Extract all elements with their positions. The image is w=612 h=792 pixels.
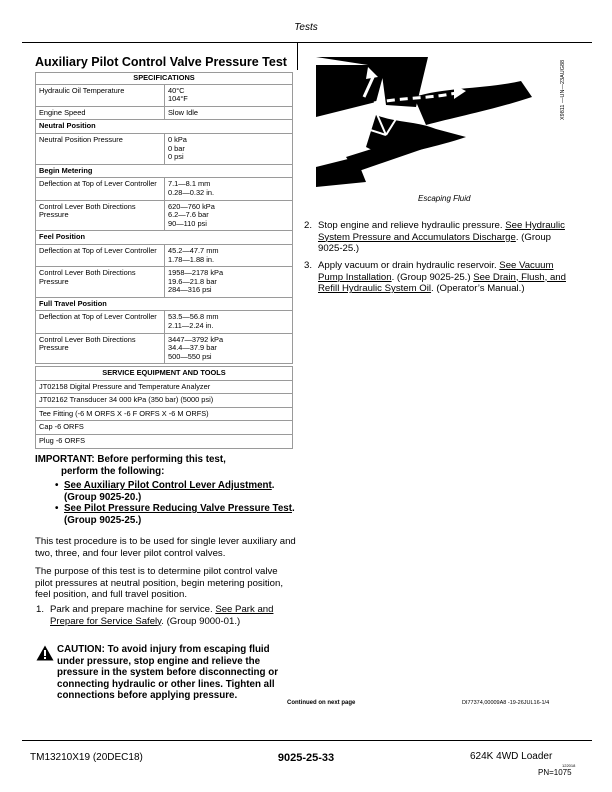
step-2 xyxy=(304,220,576,255)
equipment-item: Cap -6 ORFS xyxy=(36,421,293,435)
escaping-fluid-illustration xyxy=(316,57,546,187)
header-section: Tests xyxy=(294,22,318,33)
important-bullet-1 xyxy=(55,480,296,503)
table-row xyxy=(36,311,293,333)
continued-note: Continued on next page xyxy=(287,700,356,706)
table-row xyxy=(36,178,293,200)
specifications-heading: SPECIFICATIONS xyxy=(36,73,293,85)
table-row xyxy=(36,133,293,164)
important-note xyxy=(35,454,295,477)
footer-rule xyxy=(22,740,592,741)
bullet-1-ref: . (Group 9025-20.) xyxy=(64,480,275,503)
table-row xyxy=(36,434,293,448)
spec-section-label: Neutral Position xyxy=(36,120,293,134)
spec-value: 3447—3792 kPa 34.4—37.9 bar 500—550 psi xyxy=(165,333,293,364)
manual-number: TM13210X19 (20DEC18) xyxy=(30,752,143,763)
spec-label: Control Lever Both Directions Pressure xyxy=(36,267,165,298)
table-row xyxy=(36,407,293,421)
important-line-1: IMPORTANT: Before performing this test, xyxy=(35,454,226,465)
spec-label: Engine Speed xyxy=(36,106,165,120)
link-drain-flush-refill[interactable]: See Drain, Flush, and Refill Hydraulic System Oil xyxy=(318,271,566,295)
page-title: Auxiliary Pilot Control Valve Pressure Test xyxy=(35,55,287,69)
spec-label: Neutral Position Pressure xyxy=(36,133,165,164)
pn-number: PN=1075 xyxy=(538,768,572,777)
page-number: 9025-25-33 xyxy=(277,752,335,764)
step-2-text: Stop engine and relieve hydraulic pressure. xyxy=(318,220,506,231)
step-2-ref: . (Group 9025-25.) xyxy=(318,231,552,255)
table-row xyxy=(36,267,293,298)
spec-value: 0 kPa 0 bar 0 psi xyxy=(165,133,293,164)
footer-date-code: 122018 xyxy=(562,763,576,768)
warning-triangle-icon xyxy=(36,645,54,661)
important-line-2: perform the following: xyxy=(61,465,165,477)
table-row xyxy=(36,333,293,364)
step-1-ref: . (Group 9000-01.) xyxy=(161,615,241,627)
bullet-2-ref: . (Group 9025-25.) xyxy=(64,503,295,526)
spec-section-label: Begin Metering xyxy=(36,164,293,178)
equipment-item: Tee Fitting (-6 M ORFS X -6 F ORFS X -6 M ORFS) xyxy=(36,407,293,421)
equipment-item: JT02162 Transducer 34 000 kPa (350 bar) (5000 psi) xyxy=(36,394,293,408)
spec-value: 1958—2178 kPa 19.6—21.8 bar 284—316 psi xyxy=(165,267,293,298)
table-row xyxy=(36,120,293,134)
spec-value: Slow Idle xyxy=(165,106,293,120)
step-number: 1. xyxy=(36,604,45,615)
spec-label: Hydraulic Oil Temperature xyxy=(36,84,165,106)
table-row xyxy=(36,164,293,178)
step-1 xyxy=(36,604,296,627)
table-row xyxy=(36,200,293,231)
equipment-item: Plug -6 ORFS xyxy=(36,434,293,448)
spec-label: Deflection at Top of Lever Controller xyxy=(36,311,165,333)
step-number: 3. xyxy=(304,260,313,271)
step-3-ref-2: . (Operator’s Manual.) xyxy=(431,283,525,295)
spec-label: Control Lever Both Directions Pressure xyxy=(36,333,165,364)
table-row xyxy=(36,231,293,245)
service-equipment-table xyxy=(35,366,293,449)
document-id: DI77374,00009A8 -19-26JUL16-1/4 xyxy=(462,700,550,706)
column-divider xyxy=(297,42,298,70)
figure-caption: Escaping Fluid xyxy=(418,194,471,203)
link-system-pressure-discharge[interactable]: See Hydraulic System Pressure and Accumulators Discharge xyxy=(318,220,565,243)
spec-value: 620—760 kPa 6.2—7.6 bar 90—110 psi xyxy=(165,200,293,231)
machine-model: 624K 4WD Loader xyxy=(470,751,553,762)
link-reducing-valve-test[interactable]: See Pilot Pressure Reducing Valve Pressure Test xyxy=(64,503,292,514)
caution-note: CAUTION: To avoid injury from escaping fluid under pressure, stop engine and relieve the pressure in the system before disconnecting or connecting hydraulic or other lines. Tighten all connections before applying pressure. xyxy=(57,644,279,702)
purpose-paragraph: The purpose of this test is to determine pilot control valve pilot pressures at neutral position, begin metering position, feel position, and full travel position. xyxy=(35,566,283,601)
table-row xyxy=(36,244,293,266)
table-row xyxy=(36,84,293,106)
link-vacuum-pump-installation[interactable]: See Vacuum Pump Installation xyxy=(318,260,554,283)
table-row xyxy=(36,380,293,394)
equipment-item: JT02158 Digital Pressure and Temperature Analyzer xyxy=(36,380,293,394)
spec-label: Deflection at Top of Lever Controller xyxy=(36,178,165,200)
spec-label: Control Lever Both Directions Pressure xyxy=(36,200,165,231)
spec-section-label: Feel Position xyxy=(36,231,293,245)
table-row xyxy=(36,106,293,120)
figure-code: X9811 —UN—23AUG88 xyxy=(560,59,566,120)
spec-value: 53.5—56.8 mm 2.11—2.24 in. xyxy=(165,311,293,333)
bullet-icon: • xyxy=(55,503,59,514)
important-bullet-2 xyxy=(55,503,296,526)
spec-value: 7.1—8.1 mm 0.28—0.32 in. xyxy=(165,178,293,200)
equipment-heading: SERVICE EQUIPMENT AND TOOLS xyxy=(36,367,293,381)
spec-value: 45.2—47.7 mm 1.78—1.88 in. xyxy=(165,244,293,266)
table-row xyxy=(36,297,293,311)
specifications-table xyxy=(35,72,293,364)
step-1-text: Park and prepare machine for service. xyxy=(50,604,216,615)
header-rule xyxy=(22,42,592,43)
table-row xyxy=(36,394,293,408)
link-park-prepare[interactable]: See Park and Prepare for Service Safely xyxy=(50,604,274,627)
intro-paragraph: This test procedure is to be used for single lever auxiliary and two, three, and four lever pilot control valves. xyxy=(35,536,296,559)
step-3 xyxy=(304,260,576,295)
step-3-ref: . (Group 9025-25.) xyxy=(391,271,474,283)
table-row xyxy=(36,421,293,435)
link-lever-adjustment[interactable]: See Auxiliary Pilot Control Lever Adjustment xyxy=(64,480,272,491)
step-3-text: Apply vacuum or drain hydraulic reservoir. xyxy=(318,260,500,271)
step-number: 2. xyxy=(304,220,313,231)
spec-label: Deflection at Top of Lever Controller xyxy=(36,244,165,266)
spec-value: 40°C 104°F xyxy=(165,84,293,106)
bullet-icon: • xyxy=(55,480,59,491)
spec-section-label: Full Travel Position xyxy=(36,297,293,311)
